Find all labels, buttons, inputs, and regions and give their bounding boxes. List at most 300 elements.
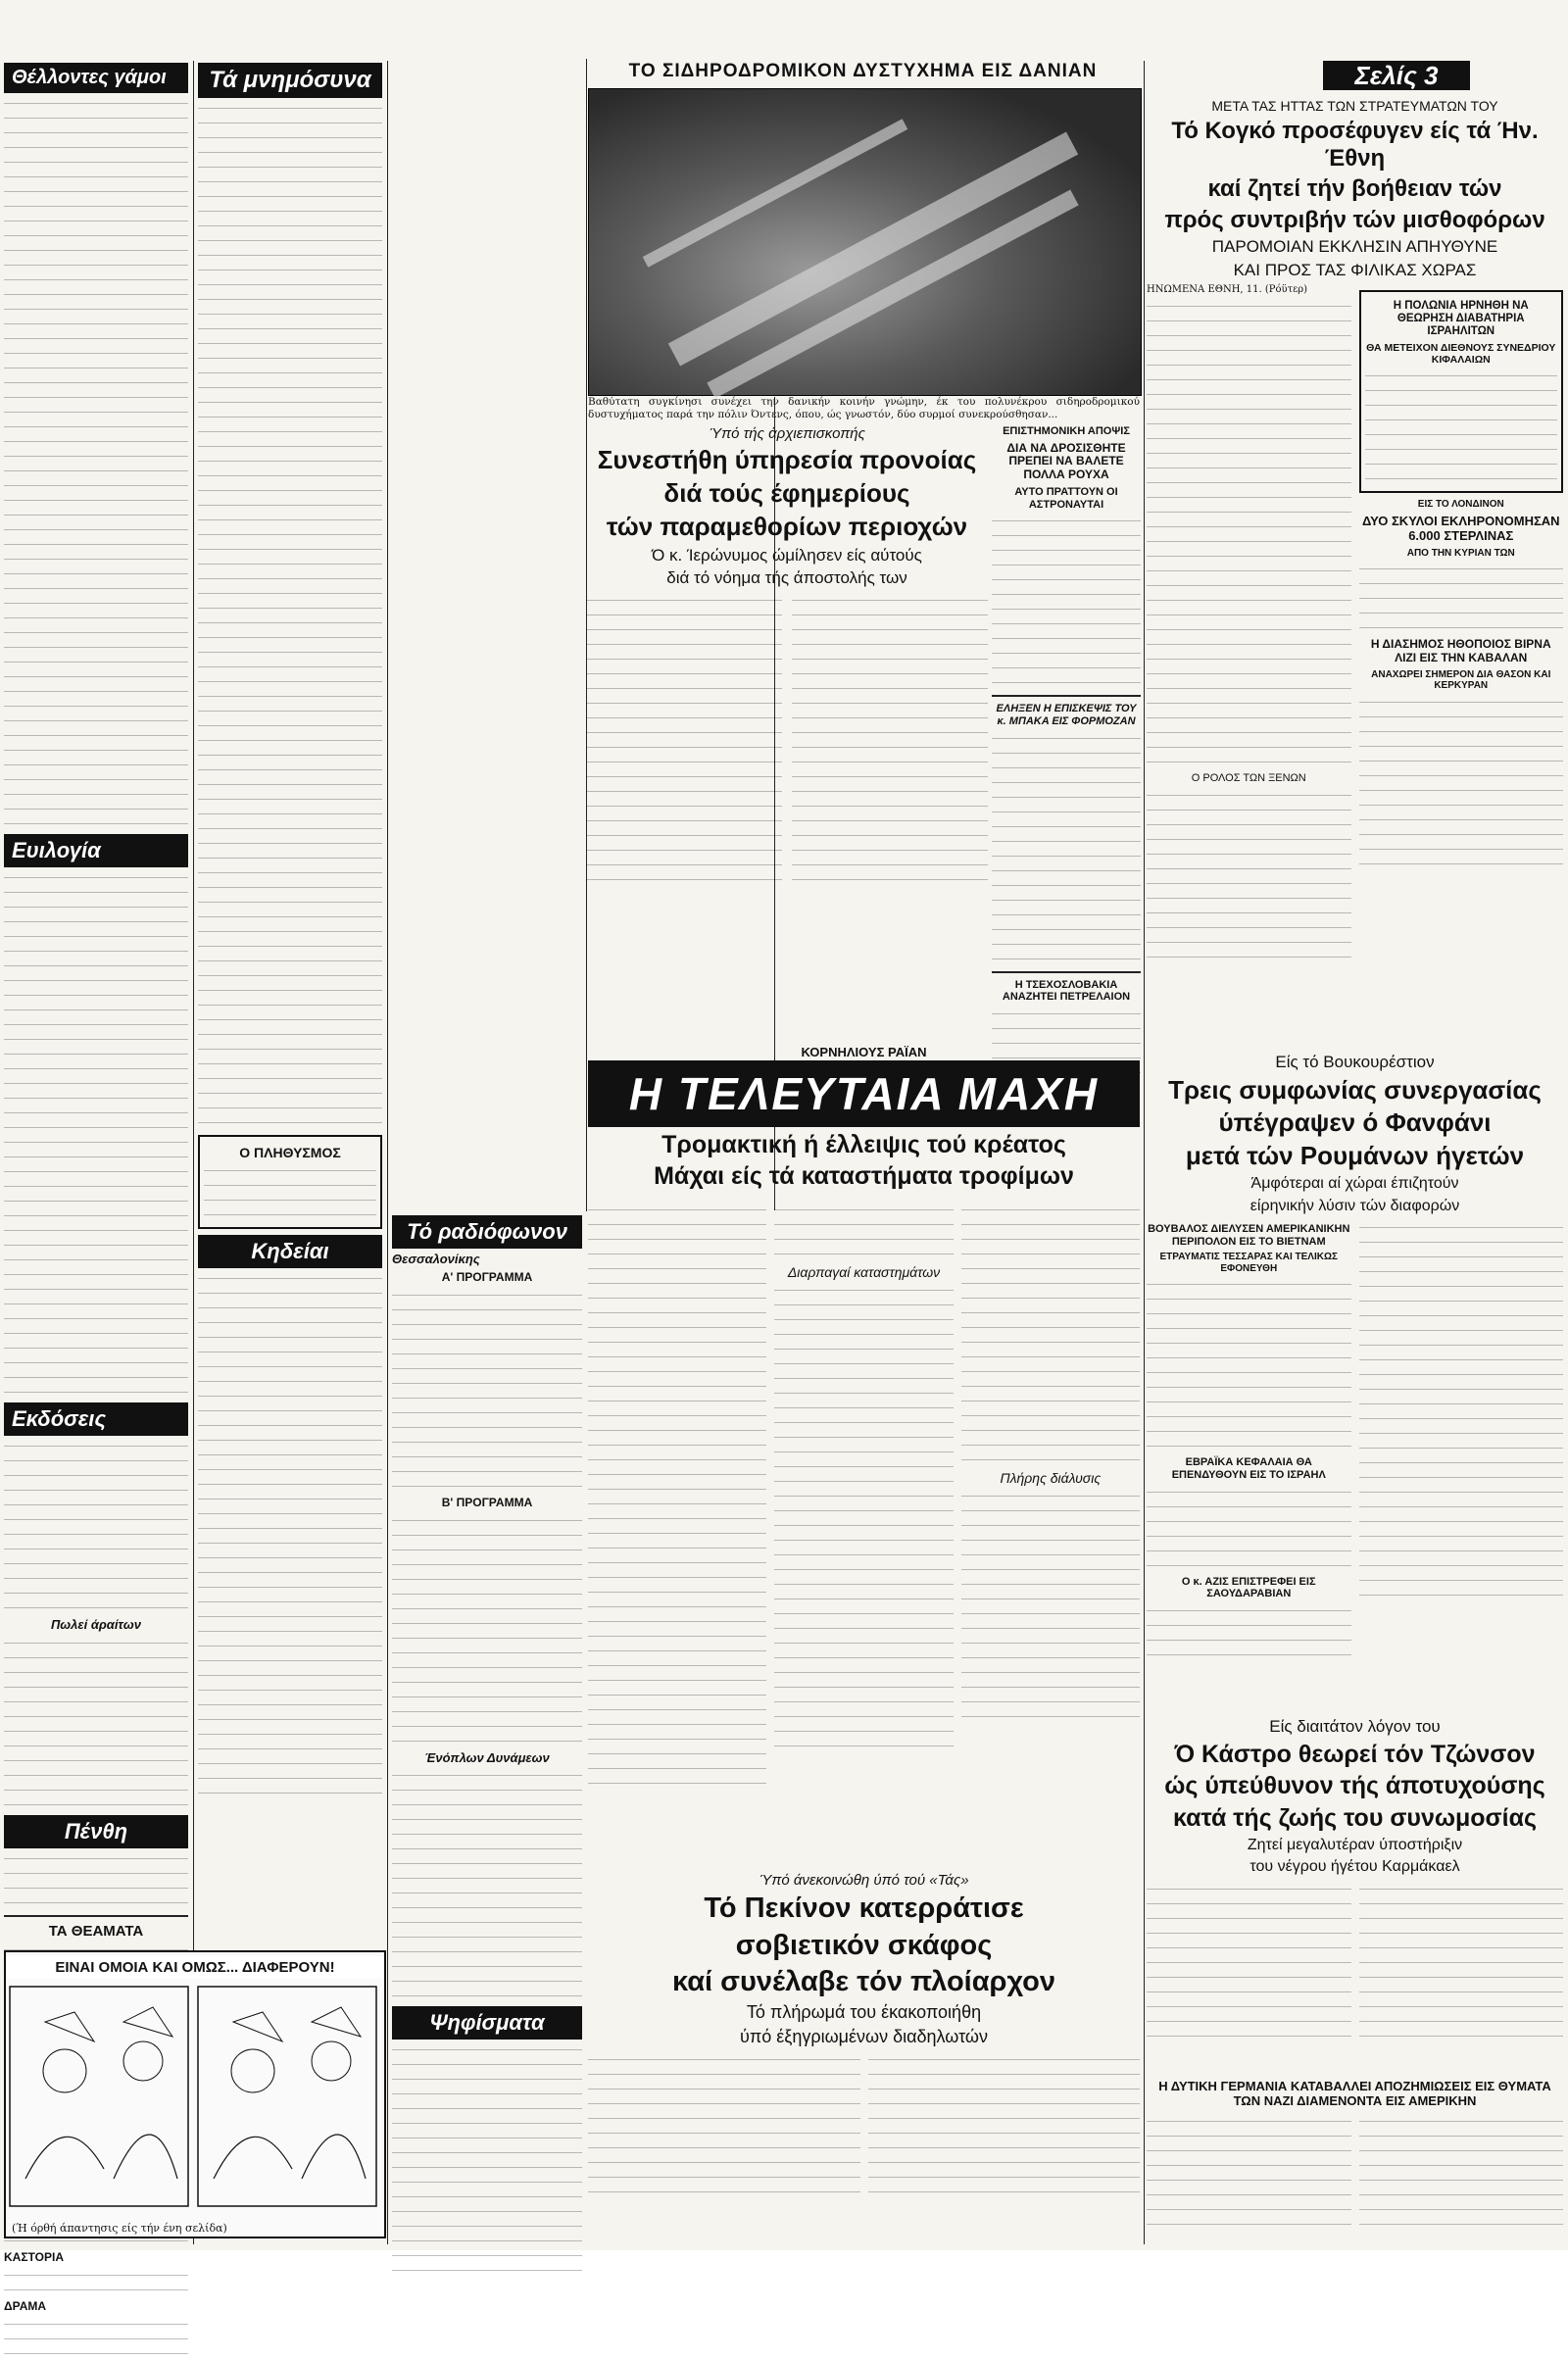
text-line <box>392 1975 582 1988</box>
page-number: Σελίς 3 <box>1354 61 1439 90</box>
text-line <box>586 873 782 886</box>
text-line <box>1147 804 1351 816</box>
text-line <box>961 1651 1140 1664</box>
text-line <box>588 1218 766 1231</box>
text-line <box>774 1328 953 1341</box>
text-line <box>1147 373 1351 386</box>
serial-headline-2: Μάχαι είς τά καταστήματα τροφίμων <box>654 1162 1074 1190</box>
text-line <box>992 820 1141 833</box>
text-line <box>198 719 382 732</box>
text-line <box>198 1419 382 1432</box>
text-line <box>1147 1927 1351 1940</box>
text-line <box>1147 550 1351 563</box>
text-line <box>4 817 188 830</box>
text-line <box>4 303 188 316</box>
text-line <box>4 2318 188 2331</box>
rail-accident-heading: ΤΟ ΣΙΔΗΡΟΔΡΟΜΙΚΟΝ ΔΥΣΤΥΧΗΜΑ ΕΙΣ ΔΑΝΙΑΝ <box>628 61 1098 81</box>
text-line <box>198 1728 382 1741</box>
congo-sub-2: ΚΑΙ ΠΡΟΣ ΤΑΣ ΦΙΛΙΚΑΣ ΧΩΡΑΣ <box>1233 261 1477 280</box>
text-line <box>1359 784 1564 797</box>
text-line <box>198 1116 382 1129</box>
text-line <box>586 814 782 827</box>
text-line <box>198 661 382 673</box>
text-line <box>1147 1912 1351 1925</box>
text-line <box>198 1404 382 1417</box>
text-line <box>1147 1530 1351 1543</box>
text-line <box>774 1204 953 1216</box>
text-line <box>588 1586 766 1598</box>
text-line <box>392 2235 582 2247</box>
photo-caption: Βαθύτατη συγκίνησι συνέχει την δανικήν κοινήν γνώμην, έκ του πολυνέκρου σιδηροδρομικού δυστυχήματος παρά την πόλιν Όντενς, όπου, ώς γνωστόν, δύο συρμοί συνεκρούσθησαν... <box>588 396 1140 420</box>
section-psifismata: Ψηφίσματα <box>392 2006 582 2040</box>
text-line <box>1365 443 1558 456</box>
text-line <box>588 1424 766 1437</box>
text-line <box>1147 418 1351 430</box>
text-line <box>588 1409 766 1422</box>
text-line <box>1147 1425 1351 1438</box>
archdiocese-body <box>586 592 988 888</box>
text-line <box>198 293 382 306</box>
text-line <box>774 1475 953 1488</box>
text-line <box>1359 813 1564 826</box>
text-line <box>4 1681 188 1694</box>
cartoon-box <box>4 1950 386 2238</box>
text-line <box>774 1740 953 1752</box>
text-line <box>868 2127 1141 2139</box>
text-line <box>392 1705 582 1718</box>
text-line <box>198 896 382 909</box>
text-line <box>588 1703 766 1716</box>
text-line <box>392 1406 582 1419</box>
text-line <box>4 1327 188 1340</box>
text-line <box>992 879 1141 892</box>
prog-b-text <box>392 1514 582 1747</box>
text-line <box>198 220 382 232</box>
polei-text <box>4 1637 188 1811</box>
text-line <box>198 1787 382 1799</box>
text-line <box>4 479 188 492</box>
section-eulogia: Ευιλογία <box>4 834 188 867</box>
text-line <box>1359 1368 1564 1381</box>
text-line <box>198 352 382 365</box>
text-line <box>198 631 382 644</box>
cartoon-drawing <box>6 1983 380 2218</box>
text-line <box>4 420 188 433</box>
heading-polei: Πωλεί άραίτων <box>50 1617 142 1632</box>
text-line <box>774 1637 953 1649</box>
text-line <box>4 744 188 757</box>
text-line <box>1147 2000 1351 2013</box>
text-line <box>198 1596 382 1608</box>
text-line <box>4 1587 188 1599</box>
text-line <box>992 762 1141 774</box>
castro-headline-1: Ό Κάστρο θεωρεί τόν Τζώνσον <box>1174 1740 1536 1768</box>
text-line <box>4 930 188 943</box>
text-line <box>4 538 188 551</box>
text-line <box>1359 2218 1564 2231</box>
text-line <box>774 1431 953 1444</box>
drama-text <box>4 2318 188 2360</box>
text-line <box>4 376 188 389</box>
text-line <box>4 974 188 987</box>
text-line <box>992 747 1141 760</box>
text-line <box>586 859 782 871</box>
text-line <box>392 1333 582 1346</box>
text-line <box>392 1573 582 1586</box>
text-line <box>198 1463 382 1476</box>
text-line <box>961 1218 1140 1231</box>
text-line <box>4 1696 188 1708</box>
text-line <box>4 1062 188 1075</box>
heading-kastoria: ΚΑΣΤΟΡΙΑ <box>4 2250 64 2265</box>
column-1 <box>4 59 188 2313</box>
text-line <box>198 969 382 982</box>
text-line <box>198 455 382 467</box>
text-line <box>792 638 988 651</box>
text-line <box>961 1504 1140 1517</box>
text-line <box>961 1439 1140 1451</box>
text-line <box>586 726 782 739</box>
text-line <box>1147 609 1351 621</box>
text-line <box>774 1299 953 1311</box>
text-line <box>198 1272 382 1285</box>
archdiocese-sub-2: διά τό νόημα τής άποστολής των <box>666 568 907 588</box>
text-line <box>1147 2159 1351 2172</box>
text-line <box>4 1543 188 1555</box>
peking-headline-3: καί συνέλαβε τόν πλοίαρχον <box>672 1965 1055 1997</box>
text-line <box>4 773 188 786</box>
text-line <box>4 656 188 668</box>
text-line <box>588 1321 766 1334</box>
text-line <box>198 572 382 585</box>
text-line <box>792 682 988 695</box>
text-line <box>586 653 782 665</box>
text-line <box>1147 2218 1351 2231</box>
text-line <box>198 308 382 320</box>
text-line <box>4 200 188 213</box>
text-line <box>868 2083 1141 2095</box>
text-line <box>392 2249 582 2262</box>
congo-story <box>1147 94 1563 965</box>
bucharest-kicker: Είς τό Βουκουρέστιον <box>1275 1053 1435 1071</box>
text-line <box>1147 359 1351 371</box>
text-line <box>1147 2015 1351 2028</box>
text-line <box>198 1375 382 1388</box>
text-line <box>586 712 782 724</box>
text-line <box>1365 458 1558 470</box>
text-line <box>4 871 188 884</box>
text-line <box>1359 1942 1564 1954</box>
peking-story <box>588 1868 1140 2240</box>
text-line <box>4 2269 188 2282</box>
text-line <box>4 465 188 477</box>
text-line <box>1365 399 1558 412</box>
text-line <box>588 1556 766 1569</box>
text-line <box>4 788 188 801</box>
text-line <box>588 1777 766 1790</box>
text-line <box>198 1043 382 1056</box>
text-line <box>1365 428 1558 441</box>
text-line <box>586 667 782 680</box>
text-line <box>198 822 382 835</box>
text-line <box>868 2112 1141 2125</box>
text-line <box>774 1446 953 1458</box>
text-line <box>4 597 188 610</box>
text-line <box>198 1493 382 1505</box>
text-line <box>4 1454 188 1467</box>
london-sub: ΑΠΟ ΤΗΝ ΚΥΡΙΑΝ ΤΩΝ <box>1406 547 1515 559</box>
text-line <box>392 1676 582 1689</box>
text-line <box>392 1661 582 1674</box>
text-line <box>961 1563 1140 1576</box>
text-line <box>4 141 188 154</box>
text-line <box>4 1386 188 1399</box>
text-line <box>4 1754 188 1767</box>
text-line <box>1359 828 1564 841</box>
text-line <box>198 190 382 203</box>
text-line <box>198 910 382 923</box>
text-line <box>392 1784 582 1796</box>
text-line <box>4 612 188 624</box>
text-line <box>774 1504 953 1517</box>
text-line <box>4 1121 188 1134</box>
text-line <box>1147 315 1351 327</box>
text-line <box>586 682 782 695</box>
text-line <box>4 670 188 683</box>
text-line <box>868 2053 1141 2066</box>
text-line <box>792 829 988 842</box>
text-line <box>588 1351 766 1363</box>
text-line <box>588 1659 766 1672</box>
text-line <box>774 1357 953 1370</box>
mnimosyna-text <box>198 102 382 1129</box>
vietnam-headline: ΒΟΥΒΑΛΟΣ ΔΙΕΛΥΣΕΝ ΑΜΕΡΙΚΑΝΙΚΗΝ ΠΕΡΙΠΟΛΟΝ ΕΙΣ ΤΟ ΒΙΕΤΝΑΜ <box>1148 1223 1350 1248</box>
text-line <box>4 886 188 899</box>
text-line <box>198 1669 382 1682</box>
text-line <box>792 770 988 783</box>
text-line <box>198 528 382 541</box>
text-line <box>961 1490 1140 1502</box>
text-line <box>1147 818 1351 831</box>
text-line <box>4 1077 188 1090</box>
text-line <box>4 318 188 330</box>
text-line <box>1147 726 1351 739</box>
congo-kicker: ΜΕΤΑ ΤΑΣ ΗΤΤΑΣ ΤΩΝ ΣΤΡΑΤΕΥΜΑΤΩΝ ΤΟΥ <box>1211 98 1498 114</box>
text-line <box>1147 2144 1351 2157</box>
text-line <box>992 835 1141 848</box>
text-line <box>1147 506 1351 518</box>
text-line <box>1359 1456 1564 1469</box>
text-line <box>392 2088 582 2100</box>
text-line <box>774 1343 953 1355</box>
text-line <box>1147 462 1351 474</box>
text-line <box>4 1239 188 1252</box>
text-line <box>4 450 188 463</box>
text-line <box>774 1563 953 1576</box>
text-line <box>588 1542 766 1554</box>
text-line <box>4 553 188 565</box>
text-line <box>198 205 382 218</box>
text-line <box>588 1630 766 1643</box>
text-line <box>774 1651 953 1664</box>
germany-story <box>1147 2076 1563 2242</box>
text-line <box>1365 384 1558 397</box>
text-line <box>992 1022 1141 1035</box>
text-line <box>961 1593 1140 1605</box>
section-mnimosyna: Τά μνημόσυνα <box>198 63 382 98</box>
text-line <box>1359 769 1564 782</box>
text-line <box>198 440 382 453</box>
text-line <box>1147 1381 1351 1394</box>
congo-dateline: ΗΝΩΜΕΝΑ ΕΘΝΗ, 11. (Ρόϋτερ) <box>1147 283 1308 295</box>
text-line <box>198 411 382 423</box>
text-line <box>1147 388 1351 401</box>
text-line <box>4 1151 188 1163</box>
text-line <box>1359 1500 1564 1513</box>
text-line <box>1147 432 1351 445</box>
text-line <box>4 229 188 242</box>
text-line <box>198 425 382 438</box>
text-line <box>774 1460 953 1473</box>
text-line <box>1147 1971 1351 1984</box>
text-line <box>1147 936 1351 949</box>
text-line <box>392 2117 582 2130</box>
subhead-diarpagai: Διαρπαγαί καταστημάτων <box>787 1264 941 1280</box>
text-line <box>198 940 382 953</box>
text-line <box>1359 1280 1564 1293</box>
text-line <box>198 337 382 350</box>
text-line <box>1147 1942 1351 1954</box>
text-line <box>588 1645 766 1657</box>
text-line <box>392 1857 582 1870</box>
text-line <box>4 1254 188 1266</box>
text-line <box>4 2333 188 2345</box>
section-eudoseis: Εκδόσεις <box>4 1402 188 1436</box>
text-line <box>4 1268 188 1281</box>
text-line <box>588 2171 860 2184</box>
text-line <box>588 1439 766 1451</box>
text-line <box>961 1424 1140 1437</box>
germany-headline: Η ΔΥΤΙΚΗ ΓΕΡΜΑΝΙΑ ΚΑΤΑΒΑΛΛΕΙ ΑΠΟΖΗΜΙΩΣΕΙΣ ΕΙΣ ΘΥΜΑΤΑ ΤΩΝ ΝΑΖΙ ΔΙΑΜΕΝΟΝΤΑ ΕΙΣ ΑΜΕΡΙΚΗΝ <box>1158 2079 1551 2108</box>
text-line <box>774 1519 953 1532</box>
text-line <box>392 1514 582 1527</box>
text-line <box>4 362 188 374</box>
text-line <box>588 2053 860 2066</box>
text-line <box>1359 1927 1564 1940</box>
text-line <box>1365 369 1558 382</box>
london-headline: ΔΥΟ ΣΚΥΛΟΙ ΕΚΛΗΡΟΝΟΜΗΣΑΝ 6.000 ΣΤΕΡΛΙΝΑΣ <box>1361 513 1560 543</box>
science-box-title: ΕΠΙΣΤΗΜΟΝΙΚΗ ΑΠΟΨΙΣ <box>1003 425 1130 437</box>
castro-story <box>1147 1713 1563 2044</box>
text-line <box>392 1289 582 1302</box>
castro-sub-2: του νέγρου ήγέτου Καρμάκαελ <box>1250 1858 1460 1876</box>
text-line <box>198 1072 382 1085</box>
text-line <box>1147 300 1351 313</box>
text-line <box>198 514 382 526</box>
text-line <box>198 1346 382 1358</box>
text-line <box>392 2043 582 2056</box>
text-line <box>4 1342 188 1354</box>
text-line <box>1359 577 1564 590</box>
text-line <box>868 2141 1141 2154</box>
text-line <box>992 923 1141 936</box>
congo-headline-3: πρός συντριβήν τών μισθοφόρων <box>1164 206 1545 233</box>
text-line <box>198 1102 382 1114</box>
text-line <box>392 1647 582 1659</box>
text-line <box>774 1401 953 1414</box>
text-line <box>4 391 188 404</box>
text-line <box>1359 1897 1564 1910</box>
text-line <box>1147 579 1351 592</box>
text-line <box>1147 789 1351 802</box>
text-line <box>4 1224 188 1237</box>
text-line <box>392 1377 582 1390</box>
text-line <box>1359 1956 1564 1969</box>
text-line <box>4 1769 188 1782</box>
text-line <box>586 609 782 621</box>
bucharest-sub-1: Άμφότεραι αί χώραι έπιζητούν <box>1250 1175 1459 1193</box>
text-line <box>4 1557 188 1570</box>
archdiocese-kicker: Ύπό τής άρχιεπισκοπής <box>709 425 865 442</box>
text-line <box>198 117 382 129</box>
heading-drama: ΔΡΑΜΑ <box>4 2298 47 2313</box>
text-line <box>586 697 782 710</box>
text-line <box>1147 2115 1351 2128</box>
text-line <box>1359 1530 1564 1543</box>
text-line <box>588 1204 766 1216</box>
text-line <box>588 1615 766 1628</box>
text-line <box>4 1852 188 1865</box>
text-line <box>774 1416 953 1429</box>
text-line <box>198 1610 382 1623</box>
text-line <box>204 1179 376 1192</box>
text-line <box>1365 414 1558 426</box>
text-line <box>1147 344 1351 357</box>
text-line <box>588 1468 766 1481</box>
rail-accident-photo <box>588 88 1142 396</box>
text-line <box>1359 1912 1564 1925</box>
text-line <box>961 1292 1140 1304</box>
text-line <box>588 1571 766 1584</box>
congo-headline-2: καί ζητεί τήν βοήθειαν τών <box>1207 175 1502 203</box>
text-line <box>1147 638 1351 651</box>
peking-headline-1: Τό Πεκίνον κατερράτισε <box>704 1893 1024 1925</box>
text-line <box>1359 1471 1564 1484</box>
text-line <box>4 185 188 198</box>
text-line <box>961 1248 1140 1260</box>
text-line <box>1359 1412 1564 1425</box>
text-line <box>588 1674 766 1687</box>
text-line <box>1359 1339 1564 1352</box>
text-line <box>792 697 988 710</box>
text-line <box>392 1720 582 1733</box>
text-line <box>1147 1366 1351 1379</box>
text-line <box>588 2083 860 2095</box>
text-line <box>4 273 188 286</box>
text-line <box>868 2156 1141 2169</box>
text-line <box>1147 476 1351 489</box>
text-line <box>4 1092 188 1105</box>
text-line <box>1147 848 1351 860</box>
text-line <box>204 1164 376 1177</box>
text-line <box>198 264 382 276</box>
text-line <box>4 1033 188 1046</box>
archdiocese-headline-3: τών παραμεθορίων περιοχών <box>606 512 968 542</box>
text-line <box>4 1601 188 1614</box>
text-line <box>792 667 988 680</box>
text-line <box>198 1028 382 1041</box>
serial-title: Η ΤΕΛΕΥΤΑΙΑ ΜΑΧΗ <box>628 1068 1100 1119</box>
